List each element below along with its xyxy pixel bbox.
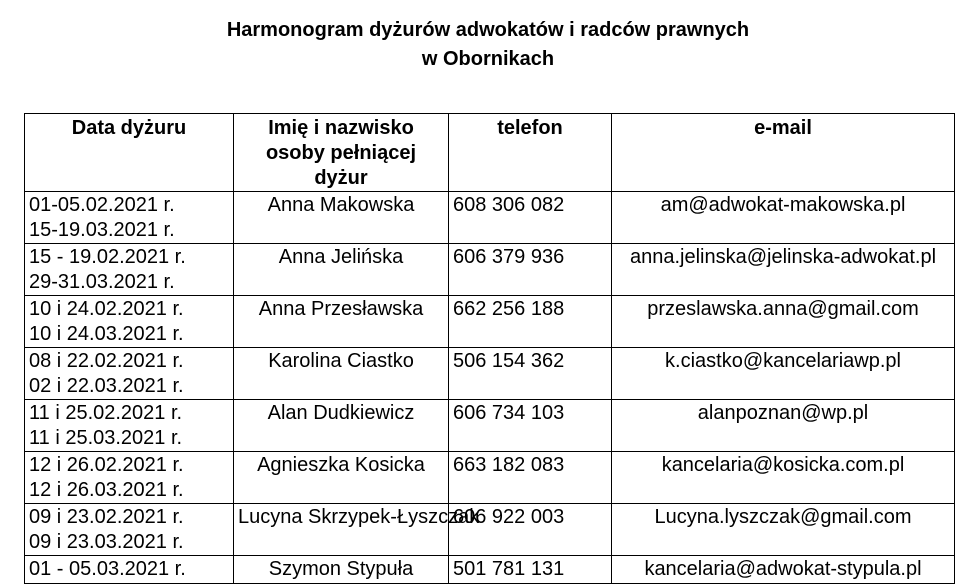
name-cell: Anna Przesławska: [234, 296, 449, 348]
table-row: [25, 556, 955, 584]
date-cell: 08 i 22.02.2021 r. 02 i 22.03.2021 r.: [25, 348, 234, 400]
date-cell: 15 - 19.02.2021 r. 29-31.03.2021 r.: [25, 244, 234, 296]
table-row: [25, 244, 955, 296]
name-cell: Alan Dudkiewicz: [234, 400, 449, 452]
name-cell: Agnieszka Kosicka: [234, 452, 449, 504]
email-cell: przeslawska.anna@gmail.com: [612, 296, 955, 348]
table-row: [25, 452, 955, 504]
phone-cell: 662 256 188: [449, 296, 612, 348]
header-email: e-mail: [612, 114, 955, 192]
page-title: Harmonogram dyżurów adwokatów i radców prawnych: [226, 19, 750, 41]
name-cell: Szymon Stypuła: [234, 556, 449, 584]
date-cell: 12 i 26.02.2021 r. 12 i 26.03.2021 r.: [25, 452, 234, 504]
name-cell: Karolina Ciastko: [234, 348, 449, 400]
header-name: Imię i nazwisko osoby pełniącej dyżur: [234, 114, 449, 192]
table-row: [25, 296, 955, 348]
phone-cell: 608 306 082: [449, 192, 612, 244]
email-cell: kancelaria@adwokat-stypula.pl: [612, 556, 955, 584]
name-cell: Anna Makowska: [234, 192, 449, 244]
email-cell: am@adwokat-makowska.pl: [612, 192, 955, 244]
date-cell: 09 i 23.02.2021 r. 09 i 23.03.2021 r.: [25, 504, 234, 556]
duty-schedule-table: [24, 113, 955, 584]
table-row: [25, 400, 955, 452]
header-date: Data dyżuru: [25, 114, 234, 192]
phone-cell: 606 922 003: [449, 504, 612, 556]
date-cell: 11 i 25.02.2021 r. 11 i 25.03.2021 r.: [25, 400, 234, 452]
table-row: [25, 504, 955, 556]
page-subtitle: w Obornikach: [421, 48, 555, 70]
phone-cell: 606 734 103: [449, 400, 612, 452]
phone-cell: 606 379 936: [449, 244, 612, 296]
phone-cell: 501 781 131: [449, 556, 612, 584]
table-row: [25, 192, 955, 244]
phone-cell: 663 182 083: [449, 452, 612, 504]
name-cell: Lucyna Skrzypek-Łyszczak: [234, 504, 449, 556]
date-cell: 10 i 24.02.2021 r. 10 i 24.03.2021 r.: [25, 296, 234, 348]
phone-cell: 506 154 362: [449, 348, 612, 400]
email-cell: alanpoznan@wp.pl: [612, 400, 955, 452]
table-header-row: [25, 114, 955, 192]
date-cell: 01-05.02.2021 r. 15-19.03.2021 r.: [25, 192, 234, 244]
name-cell: Anna Jelińska: [234, 244, 449, 296]
header-phone: telefon: [449, 114, 612, 192]
table-row: [25, 348, 955, 400]
email-cell: kancelaria@kosicka.com.pl: [612, 452, 955, 504]
date-cell: 01 - 05.03.2021 r.: [25, 556, 234, 584]
email-cell: Lucyna.lyszczak@gmail.com: [612, 504, 955, 556]
email-cell: k.ciastko@kancelariawp.pl: [612, 348, 955, 400]
email-cell: anna.jelinska@jelinska-adwokat.pl: [612, 244, 955, 296]
